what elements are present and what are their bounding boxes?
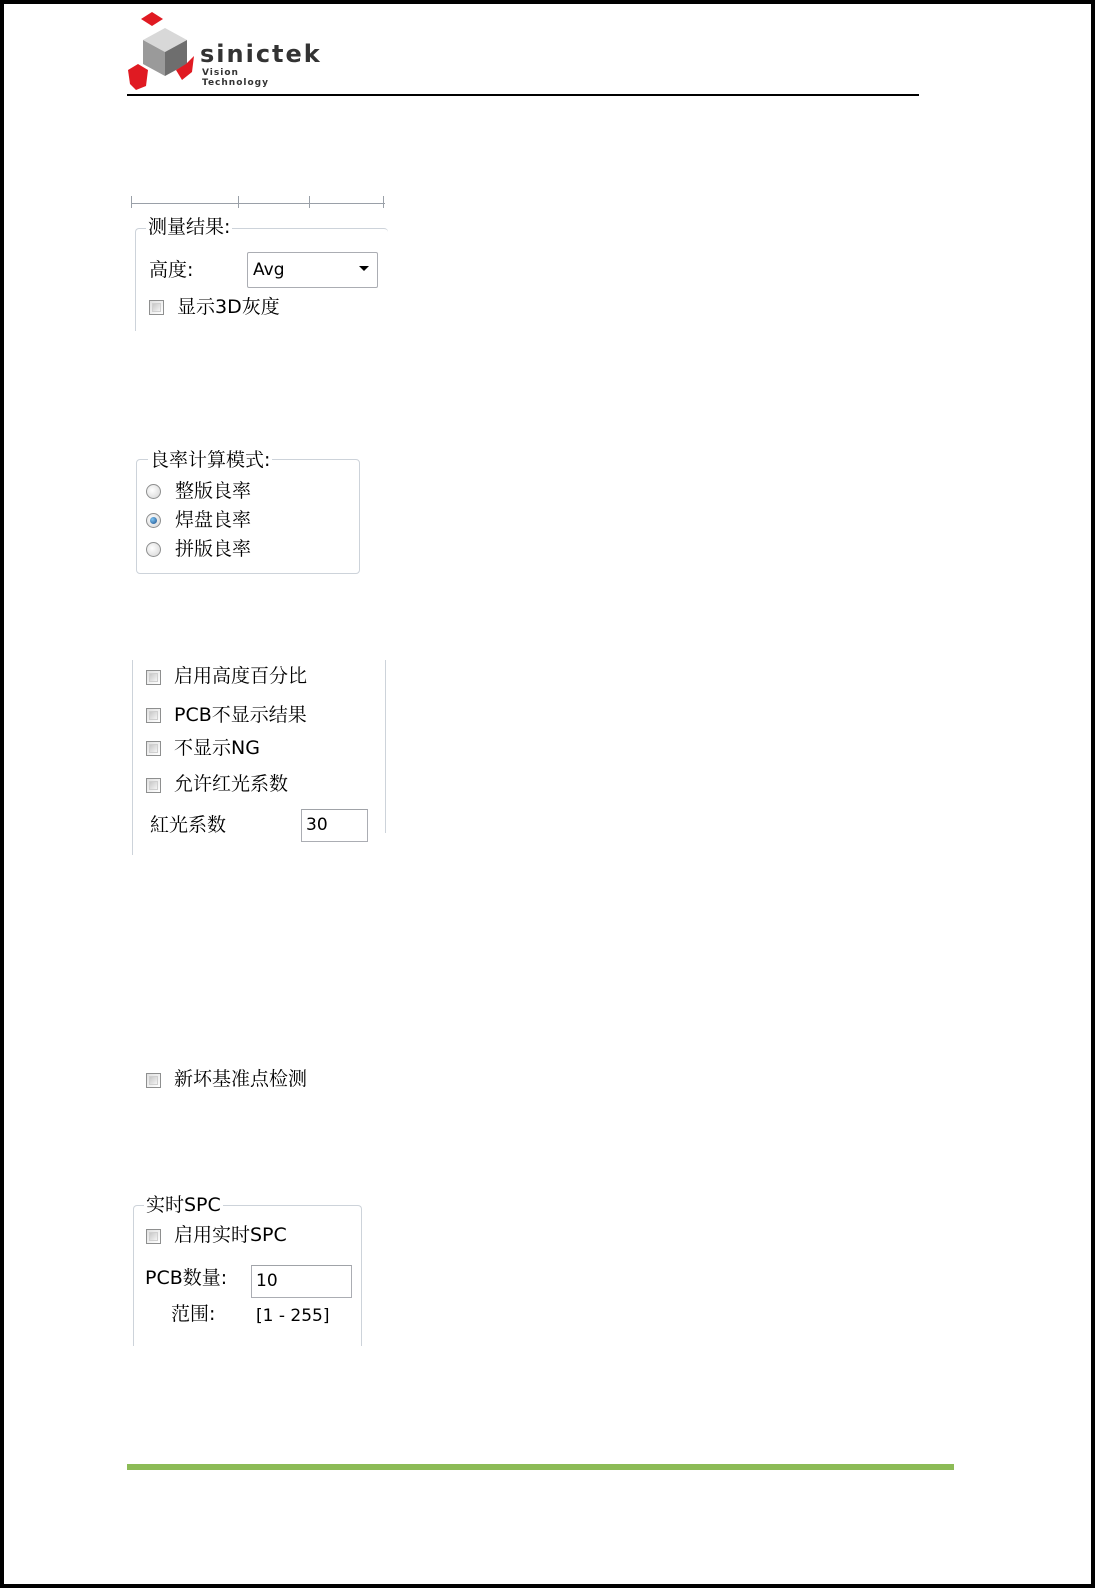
brand-tagline: Vision Technology <box>202 68 269 88</box>
allow-red-coef-checkbox[interactable] <box>146 778 161 793</box>
enable-height-percent-label: 启用高度百分比 <box>174 665 308 687</box>
height-mode-value: Avg <box>253 260 285 280</box>
red-coef-label: 紅光系数 <box>150 814 227 836</box>
yield-pad-label: 焊盘良率 <box>175 509 252 531</box>
range-label: 范围: <box>171 1303 216 1325</box>
allow-red-coef-label: 允许红光系数 <box>174 773 289 795</box>
range-value: [1 - 255] <box>256 1306 330 1326</box>
pcb-no-result-label: PCB不显示结果 <box>174 704 307 726</box>
enable-height-percent-checkbox[interactable] <box>146 670 161 685</box>
measure-result-legend: 测量结果: <box>148 216 231 238</box>
no-ng-label: 不显示NG <box>174 737 260 759</box>
red-coef-input[interactable]: 30 <box>301 809 368 842</box>
pcb-no-result-checkbox[interactable] <box>146 708 161 723</box>
realtime-spc-legend: 实时SPC <box>146 1194 221 1216</box>
enable-spc-label: 启用实时SPC <box>174 1224 287 1246</box>
bad-fiducial-label: 新坏基准点检测 <box>174 1068 308 1090</box>
enable-spc-checkbox[interactable] <box>146 1229 161 1244</box>
brand-logo <box>128 10 322 92</box>
bad-fiducial-checkbox[interactable] <box>146 1073 161 1088</box>
pcb-count-input[interactable]: 10 <box>251 1265 352 1298</box>
height-label: 高度: <box>149 259 194 281</box>
options-left-edge <box>132 660 133 855</box>
brand-name: sinictek <box>200 40 322 68</box>
yield-full-board-radio[interactable] <box>146 484 161 499</box>
pcb-count-label: PCB数量: <box>145 1267 228 1289</box>
yield-pad-radio[interactable] <box>146 513 161 528</box>
tab-strip-edge <box>131 203 385 208</box>
header-rule <box>127 94 919 96</box>
options-right-edge <box>385 660 386 833</box>
yield-panel-label: 拼版良率 <box>175 538 252 560</box>
yield-full-board-label: 整版良率 <box>175 480 252 502</box>
chevron-down-icon <box>359 266 369 271</box>
cube-logo-icon <box>128 10 203 92</box>
yield-mode-legend: 良率计算模式: <box>150 449 271 471</box>
show-3d-gray-label: 显示3D灰度 <box>177 296 280 318</box>
height-mode-select[interactable] <box>247 252 378 288</box>
no-ng-checkbox[interactable] <box>146 741 161 756</box>
footer-rule <box>127 1464 954 1470</box>
yield-panel-radio[interactable] <box>146 542 161 557</box>
show-3d-gray-checkbox[interactable] <box>149 300 164 315</box>
